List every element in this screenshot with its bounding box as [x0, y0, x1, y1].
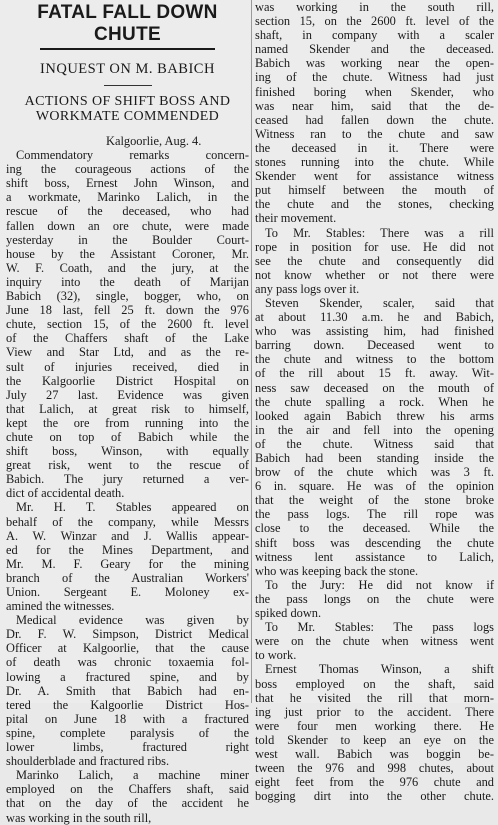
text-line: Steven Skender, scaler, said that	[265, 295, 494, 310]
text-line: chute on top of Babich while the	[6, 429, 249, 444]
text-line: Dr. A. Smith that Babich had en-	[6, 683, 249, 698]
text-line: the chute and the stones, checking	[255, 197, 494, 212]
text-line: boss employed on the shaft, said	[255, 676, 494, 691]
text-line: house by the Assistant Coroner, Mr.	[6, 246, 249, 261]
text-line: see the chute and consequently did	[255, 253, 494, 268]
text-line: rope in position for use. He did not	[255, 239, 494, 254]
text-line: rescue of the deceased, who had	[6, 204, 249, 219]
text-line: Ernest Thomas Winson, a shift	[265, 662, 494, 677]
text-line: spiked down.	[255, 606, 322, 621]
deck-line-1: ACTIONS OF SHIFT BOSS AND	[24, 94, 231, 109]
text-line: ed for the Mines Department, and	[6, 542, 249, 557]
text-line: 6 in. square. He was of the opinion	[255, 479, 494, 494]
text-line: the Kalgoorlie District Hospital on	[6, 373, 249, 388]
text-line: ing the courageous actions of the	[6, 162, 249, 177]
deck-line-2: WORKMATE COMMENDED	[35, 109, 220, 124]
text-line: finished boring when Skender, who	[255, 84, 494, 99]
text-line: the chute and witness to the bottom	[255, 352, 494, 367]
text-line: Skender went for assistance witness	[255, 169, 494, 184]
text-line: witness lent assistance to Lalich,	[255, 549, 494, 564]
text-line: ing just prior to the accident. There	[255, 704, 494, 719]
text-line: employed on the Chaffers shaft, said	[6, 782, 249, 797]
text-line: lowing a fractured spine, and by	[6, 669, 249, 684]
text-line: that he visited the rill that morn-	[255, 690, 494, 705]
text-line: was working in the south rill,	[255, 0, 494, 14]
text-line: July 27 last. Evidence was given	[6, 387, 249, 402]
text-line: of death was chronic toxaemia fol-	[6, 655, 249, 670]
text-line: their movement.	[255, 211, 337, 226]
text-line: ceased had fallen down the chute.	[255, 112, 494, 127]
text-line: Babich had been standing inside the	[255, 451, 494, 465]
text-line: Witness ran to the chute and saw	[255, 126, 494, 141]
text-line: was working in the south rill,	[6, 810, 152, 825]
text-line: who was keeping back the stone.	[255, 563, 419, 578]
article-headline: FATAL FALL DOWN CHUTE	[37, 2, 218, 45]
text-line: kept the ore from running into the	[6, 415, 249, 430]
text-line: Medical evidence was given by	[16, 613, 249, 628]
text-line: dict of accidental death.	[6, 486, 125, 501]
text-line: that on the day of the accident he	[6, 796, 249, 811]
text-line: tween the 976 and 998 chutes, about	[255, 761, 494, 776]
text-line: ness saw deceased on the mouth of	[255, 380, 494, 395]
text-line: To Mr. Stables: There was a rill	[265, 225, 494, 240]
text-line: of the chute. Witness said that	[255, 436, 494, 451]
left-column	[6, 0, 249, 825]
text-line: were four men working there. He	[255, 718, 494, 733]
text-line: June 18 last, fell 25 ft. down the 976	[6, 303, 249, 318]
text-line: shift boss, Winson, with equally	[6, 444, 249, 459]
text-line: fallen down an ore chute, were made	[6, 218, 249, 233]
headline-underline	[40, 48, 215, 50]
text-line: spine, complete paralysis of the	[6, 725, 249, 740]
text-line: Marinko Lalich, a machine miner	[16, 768, 249, 783]
text-line: Mr. M. F. Geary for the mining	[6, 556, 249, 571]
text-line: ing of the chute. Witness had just	[255, 70, 494, 85]
text-line: brow of the chute which was 3 ft.	[255, 465, 494, 480]
article-deck	[6, 94, 249, 124]
text-line: looked again Babich threw his arms	[255, 408, 494, 423]
text-line: chute, section 15, of the 2600 ft. level	[6, 317, 249, 332]
right-column	[255, 0, 494, 803]
text-line: shift boss was descending the chute	[255, 535, 494, 550]
text-line: eight feet from the 976 chute and	[255, 775, 494, 790]
column-rule	[251, 0, 252, 703]
text-line: shift boss, Ernest John Winson, and	[6, 176, 249, 191]
text-line: View and Star Ltd, and as the re-	[6, 345, 249, 360]
text-line: the pass longs on the chute were	[255, 591, 494, 606]
text-line: Babich (32), single, bogger, who, on	[6, 289, 249, 304]
text-line: at about 11.30 a.m. he and Babich,	[255, 310, 494, 325]
text-line: the chute spalling a rock. When he	[255, 394, 494, 409]
article-subhead: INQUEST ON M. BABICH	[40, 61, 215, 77]
text-line: lower limbs, fractured right	[6, 740, 249, 755]
text-line: To the Jury: He did not know if	[265, 577, 494, 592]
text-line: that the weight of the stone broke	[255, 493, 494, 508]
text-line: tered the Kalgoorlie District Hos-	[6, 697, 249, 712]
text-line: who was assisting him, had finished	[255, 324, 494, 339]
text-line: a workmate, Marinko Lalich, in the	[6, 190, 249, 205]
text-line: any pass logs over it.	[255, 281, 360, 296]
text-line: not know whether or not there were	[255, 267, 494, 282]
article-body-right	[255, 0, 494, 803]
text-line: amined the witnesses.	[6, 599, 115, 614]
text-line: bogging dirt into the other chute.	[255, 789, 494, 804]
text-line: stones running into the chute. While	[255, 155, 494, 170]
text-line: named Skender and the deceased.	[255, 42, 494, 57]
text-line: to work.	[255, 648, 297, 663]
text-line: told Skender to keep an eye on the	[255, 732, 494, 747]
text-line: section 15, on the 2600 ft. level of the	[255, 14, 494, 29]
text-line: sult of injuries received, died in	[6, 359, 249, 374]
text-line: pital on June 18 with a fractured	[6, 711, 249, 726]
text-line: branch of the Australian Workers'	[6, 570, 249, 585]
text-line: the deceased in it. There were	[255, 140, 494, 155]
text-line: To Mr. Stables: The pass logs	[265, 620, 494, 635]
text-line: inquiry into the death of Marijan	[6, 274, 249, 289]
text-line: the pass logs. The rill rope was	[255, 507, 494, 522]
text-line: of the rill about 15 ft. away. Wit-	[255, 366, 494, 381]
text-line: were on the chute when witness went	[255, 634, 494, 649]
text-line: Officer at Kalgoorlie, that the cause	[6, 641, 249, 656]
text-line: Babich. The jury returned a ver-	[6, 472, 249, 487]
text-line: behalf of the company, while Messrs	[6, 514, 249, 529]
text-line: great risk, went to the rescue of	[6, 458, 249, 473]
text-line: barring down. Deceased went to	[255, 338, 494, 353]
text-line: Mr. H. T. Stables appeared on	[16, 500, 249, 515]
text-line: Dr. F. W. Simpson, District Medical	[6, 627, 249, 642]
text-line: yesterday in the Boulder Court-	[6, 232, 249, 247]
text-line: Kalgoorlie, Aug. 4.	[106, 134, 202, 148]
text-line: shaft, in company with a scaler	[255, 28, 494, 43]
text-line: west wall. Babich was boggin be-	[255, 746, 494, 761]
text-line: of the Chaffers shaft of the Lake	[6, 331, 249, 346]
article-body-left	[6, 134, 249, 825]
text-line: shoulderblade and fractured ribs.	[6, 754, 170, 769]
text-line: that Lalich, at great risk to himself,	[6, 401, 249, 416]
text-line: close to the deceased. While the	[255, 521, 494, 536]
text-line: put himself between the mouth of	[255, 183, 494, 198]
text-line: in the air and fell into the opening	[255, 422, 494, 437]
text-line: Commendatory remarks concern-	[16, 148, 249, 163]
text-line: was near him, said that the de-	[255, 98, 494, 113]
section-divider	[104, 85, 152, 86]
text-line: A. W. Winzar and J. Wallis appear-	[6, 528, 249, 543]
text-line: Babich was working near the open-	[255, 56, 494, 71]
text-line: W. F. Coath, and the jury, at the	[6, 260, 249, 275]
text-line: Union. Sergeant E. Moloney ex-	[6, 585, 249, 599]
